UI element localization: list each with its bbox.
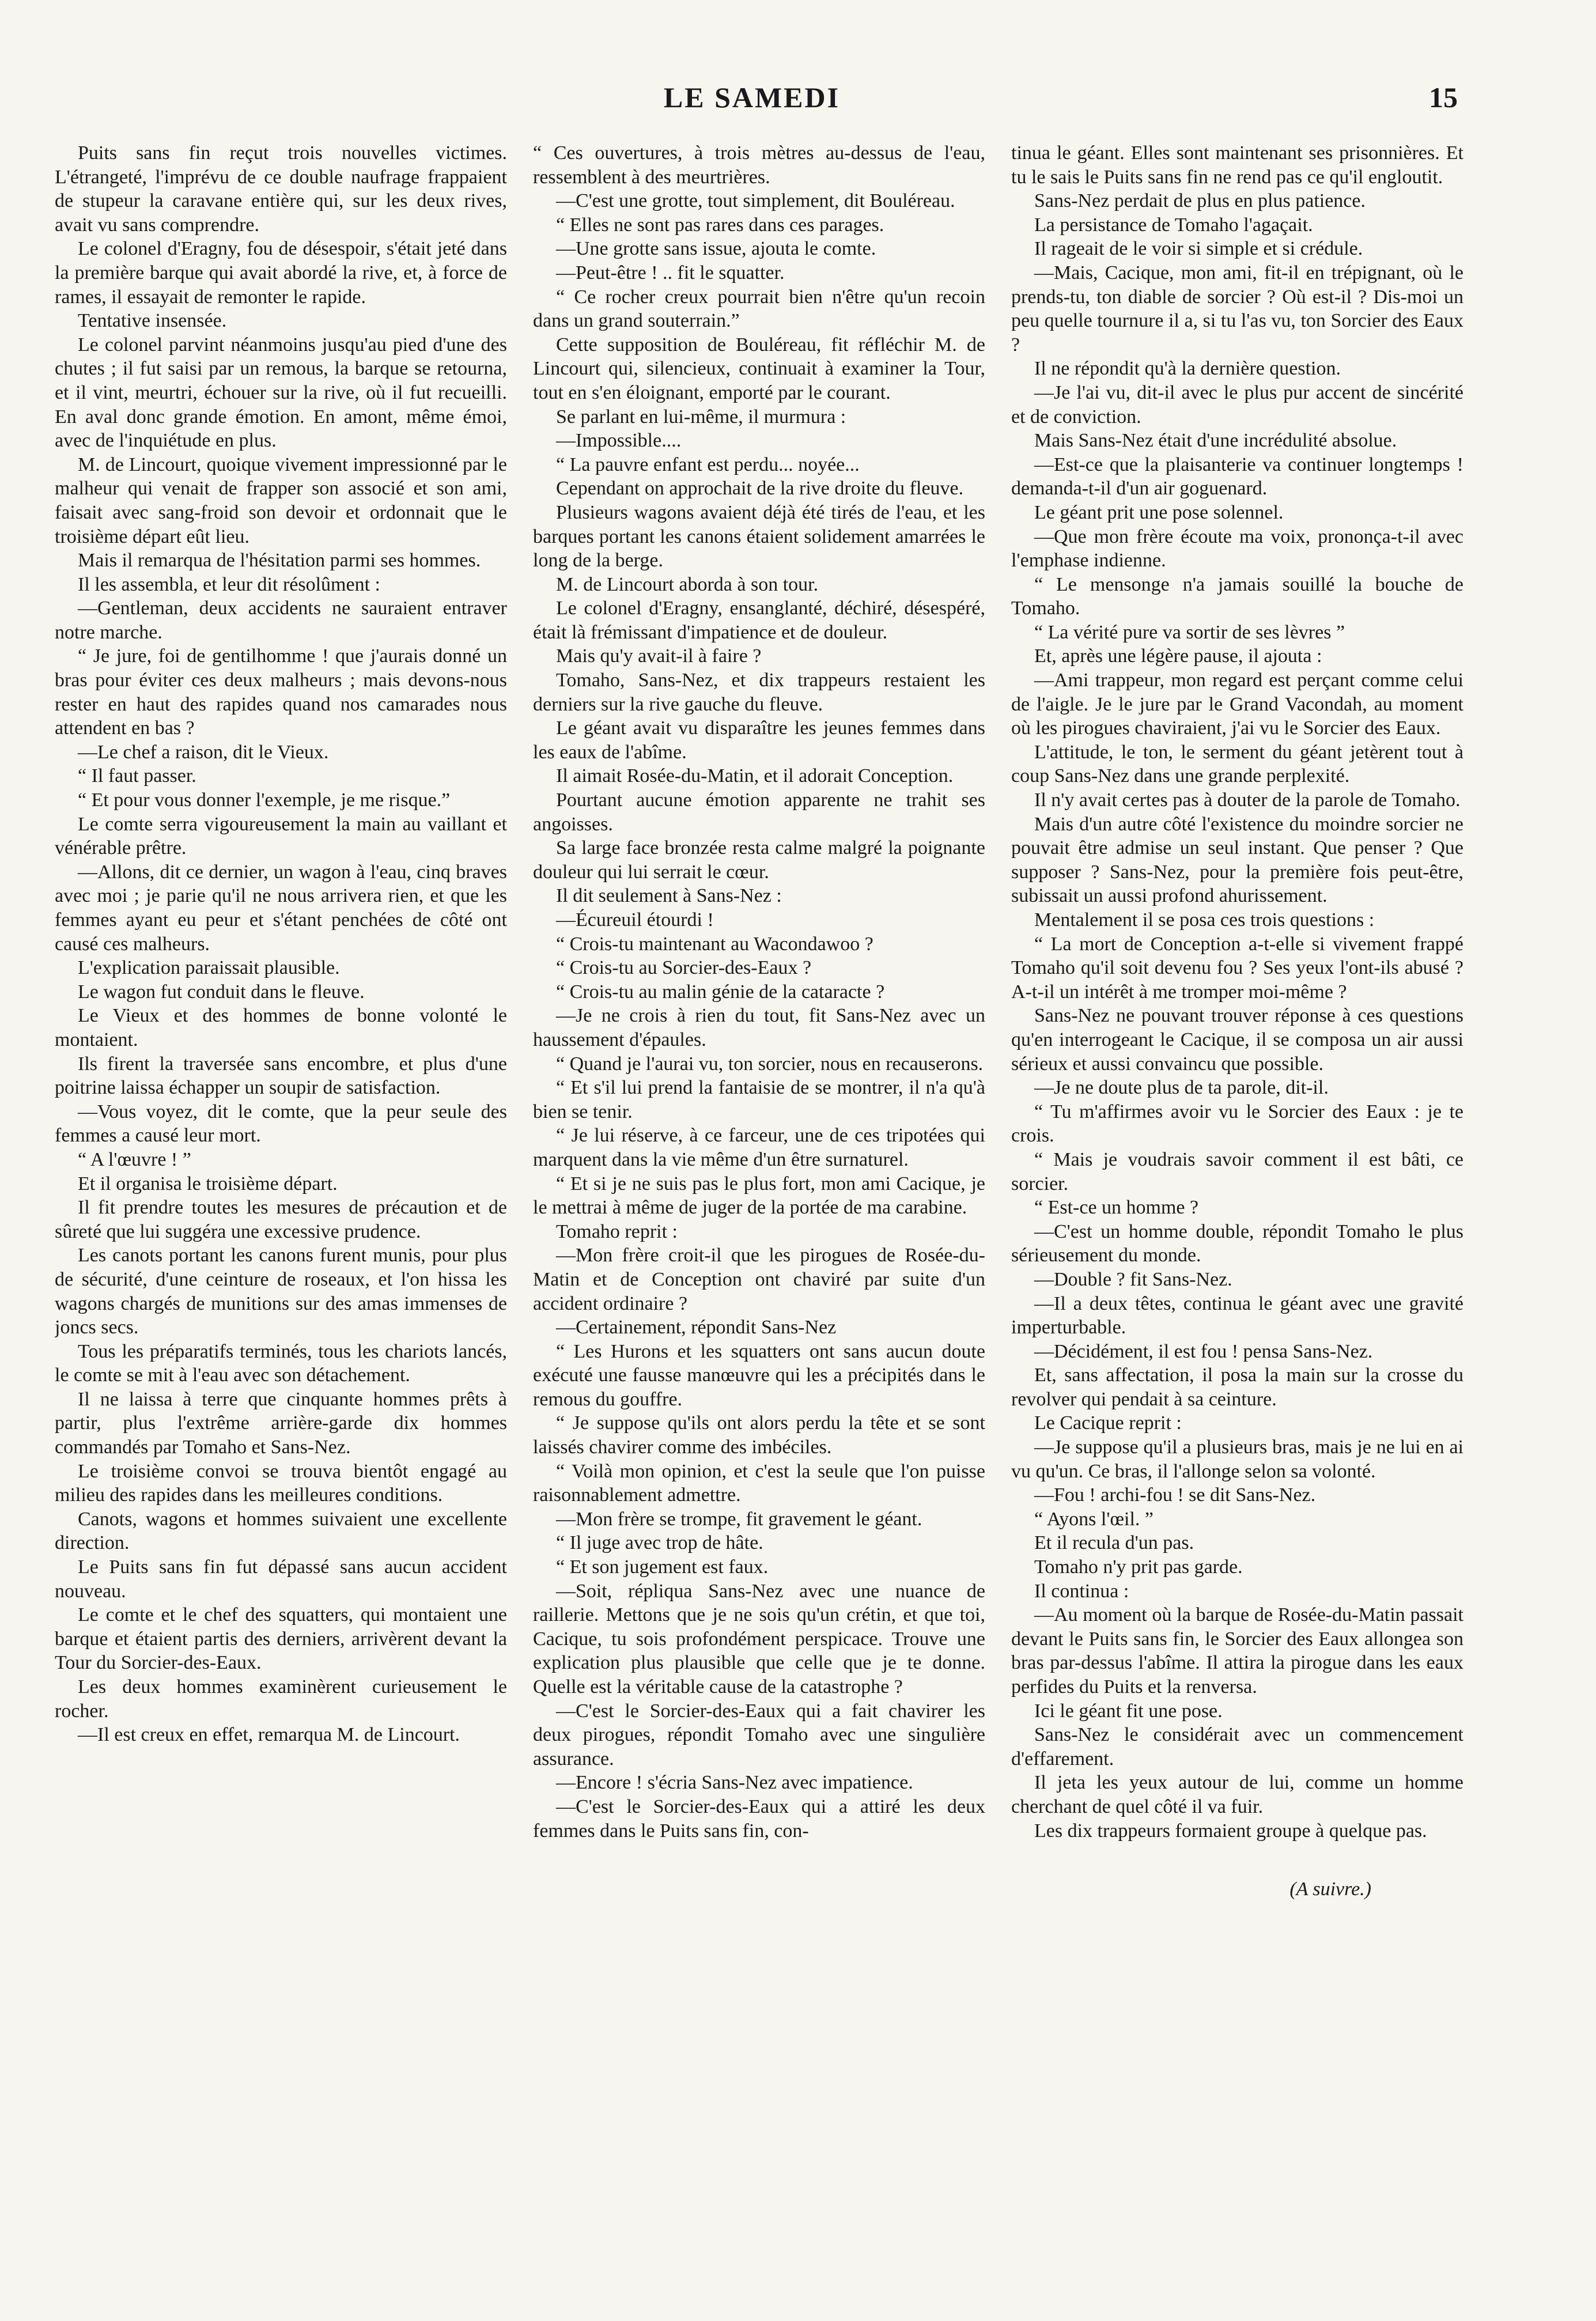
paragraph: “ Voilà mon opinion, et c'est la seule que l'on puisse raisonnablement admettre. (533, 1460, 985, 1506)
paragraph: “ Crois-tu au Sorcier-des-Eaux ? (556, 957, 812, 979)
paragraph: Tous les préparatifs terminés, tous les chariots lancés, le comte se mit à l'eau avec son détachement. (55, 1340, 507, 1386)
publication-title: LE SAMEDI (663, 81, 841, 114)
paragraph: “ Quand je l'aurai vu, ton sorcier, nous en recauserons. (556, 1053, 984, 1075)
paragraph: —Encore ! s'écria Sans-Nez avec impatience. (556, 1772, 913, 1794)
paragraph: Puits sans fin reçut trois nouvelles victimes. L'étrangeté, l'imprévu de ce double naufrage frappaient de stupeur la caravane entière qui, sur les deux rives, avait vu sans comprendre. (55, 142, 507, 236)
paragraph: “ Les Hurons et les squatters ont sans aucun doute exécuté une fausse manœuvre qui les a précipités dans le remous du gouffre. (533, 1340, 985, 1410)
paragraph: —Mais, Cacique, mon ami, fit-il en trépignant, où le prends-tu, ton diable de sorcier ? Où est-il ? Dis-moi un peu quelle tournure il a, si tu l'as vu, ton Sorcier des Eaux ? (1011, 262, 1463, 356)
paragraph: Il n'y avait certes pas à douter de la parole de Tomaho. (1034, 789, 1461, 811)
paragraph: —Écureuil étourdi ! (556, 909, 714, 931)
paragraph: Tomaho, Sans-Nez, et dix trappeurs restaient les derniers sur la rive gauche du fleuve. (533, 670, 985, 715)
paragraph: Le colonel d'Eragny, ensanglanté, déchiré, désespéré, était là frémissant d'impatience et de douleur. (533, 598, 985, 643)
paragraph: Le colonel parvint néanmoins jusqu'au pied d'une des chutes ; il fut saisi par un remous, la barque se retourna, et il vint, meurtri, échouer sur la rive, où il fut recueilli. En aval donc grande émotion. En amont, même émoi, avec de l'inquiétude en plus. (55, 334, 507, 452)
page-number: 15 (1429, 81, 1458, 114)
paragraph: —Au moment où la barque de Rosée-du-Matin passait devant le Puits sans fin, le Sorcier des Eaux allongea son bras par-dessus l'abîme. Il attira la pirogue dans les eaux perfides du Puits et la renversa. (1011, 1604, 1463, 1698)
paragraph: Le colonel d'Eragny, fou de désespoir, s'était jeté dans la première barque qui avait abordé la rive, et, à force de rames, il essayait de remonter le rapide. (55, 238, 507, 308)
paragraph: “ Je suppose qu'ils ont alors perdu la tête et se sont laissés chavirer comme des imbéciles. (533, 1412, 985, 1458)
paragraph: Mentalement il se posa ces trois questions : (1034, 909, 1375, 931)
paragraph: Le Puits sans fin fut dépassé sans aucun accident nouveau. (55, 1556, 507, 1602)
paragraph: “ Et pour vous donner l'exemple, je me risque.” (78, 789, 451, 811)
paragraph: Ils firent la traversée sans encombre, et plus d'une poitrine laissa échapper un soupir de satisfaction. (55, 1053, 507, 1099)
paragraph: “ Ces ouvertures, à trois mètres au-dessus de l'eau, ressemblent à des meurtrières. (533, 142, 985, 188)
paragraph: —Je suppose qu'il a plusieurs bras, mais je ne lui en ai vu qu'un. Ce bras, il l'allonge selon sa volonté. (1011, 1437, 1463, 1482)
paragraph: L'explication paraissait plausible. (78, 957, 340, 979)
paragraph: Il dit seulement à Sans-Nez : (556, 885, 782, 907)
paragraph: Sa large face bronzée resta calme malgré la poignante douleur qui lui serrait le cœur. (533, 837, 985, 883)
paragraph: tinua le géant. Elles sont maintenant ses prisonnières. Et tu le sais le Puits sans fin ne rend pas ce qu'il engloutit. (1011, 142, 1463, 188)
to-be-continued: (A suivre.) (1289, 1878, 1371, 1900)
paragraph: —Allons, dit ce dernier, un wagon à l'eau, cinq braves avec moi ; je parie qu'il ne nous arrivera rien, et que les femmes ayant eu peur et s'étant penchées de côté ont causé ces malheurs. (55, 861, 507, 955)
paragraph: Il rageait de le voir si simple et si crédule. (1034, 238, 1363, 260)
paragraph: Mais il remarqua de l'hésitation parmi ses hommes. (78, 550, 481, 572)
paragraph: Il ne laissa à terre que cinquante hommes prêts à partir, plus l'extrême arrière-garde dix hommes commandés par Tomaho et Sans-Nez. (55, 1388, 507, 1458)
paragraph: —Ami trappeur, mon regard est perçant comme celui de l'aigle. Je le jure par le Grand Vacondah, au moment où les pirogues chaviraient, j'ai vu le Sorcier des Eaux. (1011, 670, 1463, 739)
paragraph: Il aimait Rosée-du-Matin, et il adorait Conception. (556, 765, 954, 787)
paragraph: —Décidément, il est fou ! pensa Sans-Nez. (1034, 1340, 1373, 1362)
paragraph: —Double ? fit Sans-Nez. (1034, 1268, 1232, 1290)
paragraph: Le géant avait vu disparaître les jeunes femmes dans les eaux de l'abîme. (533, 717, 985, 763)
paragraph: “ Mais je voudrais savoir comment il est bâti, ce sorcier. (1011, 1148, 1463, 1194)
paragraph: —C'est le Sorcier-des-Eaux qui a fait chavirer les deux pirogues, répondit Tomaho avec une singulière assurance. (533, 1700, 985, 1770)
paragraph: —Certainement, répondit Sans-Nez (556, 1317, 837, 1339)
paragraph: “ Est-ce un homme ? (1034, 1197, 1199, 1219)
paragraph: Se parlant en lui-même, il murmura : (556, 406, 846, 428)
paragraph: Mais qu'y avait-il à faire ? (556, 645, 762, 667)
paragraph: —Je l'ai vu, dit-il avec le plus pur accent de sincérité et de conviction. (1011, 381, 1463, 428)
paragraph: “ Et si je ne suis pas le plus fort, mon ami Cacique, je le mettrai à même de juger de la portée de ma carabine. (533, 1173, 985, 1219)
page-header (46, 81, 1458, 127)
paragraph: —Le chef a raison, dit le Vieux. (78, 741, 329, 763)
paragraph: Mais d'un autre côté l'existence du moindre sorcier ne pouvait être admise un seul instant. Que penser ? Que supposer ? Sans-Nez, pour la première fois peut-être, subissait un aussi profond ahurissement. (1011, 813, 1463, 907)
paragraph: —Est-ce que la plaisanterie va continuer longtemps ! demanda-t-il d'un air goguenard. (1011, 453, 1463, 500)
paragraph: La persistance de Tomaho l'agaçait. (1034, 214, 1313, 236)
paragraph: “ La pauvre enfant est perdu... noyée... (556, 453, 860, 475)
paragraph: Les canots portant les canons furent munis, pour plus de sécurité, d'une ceinture de roseaux, et l'on hissa les wagons chargés de munitions sur des amas immenses de joncs secs. (55, 1245, 507, 1339)
paragraph: “ Elles ne sont pas rares dans ces parages. (556, 214, 884, 236)
paragraph: Cependant on approchait de la rive droite du fleuve. (556, 478, 964, 500)
paragraph: “ Ayons l'œil. ” (1034, 1508, 1153, 1530)
paragraph: Plusieurs wagons avaient déjà été tirés de l'eau, et les barques portant les canons étaient solidement amarrées le long de la berge. (533, 501, 985, 572)
paragraph: Ici le géant fit une pose. (1034, 1700, 1223, 1722)
paragraph: Il continua : (1034, 1580, 1129, 1602)
paragraph: —Gentleman, deux accidents ne sauraient entraver notre marche. (55, 598, 507, 643)
paragraph: “ Crois-tu maintenant au Wacondawoo ? (556, 933, 873, 955)
paragraph: L'attitude, le ton, le serment du géant jetèrent tout à coup Sans-Nez dans une grande perplexité. (1011, 741, 1463, 787)
paragraph: —C'est le Sorcier-des-Eaux qui a attiré les deux femmes dans le Puits sans fin, con- (533, 1795, 985, 1842)
paragraph: Le géant prit une pose solennel. (1034, 501, 1284, 523)
paragraph: Et il recula d'un pas. (1034, 1532, 1194, 1554)
paragraph: Il fit prendre toutes les mesures de précaution et de sûreté que lui suggéra une excessive prudence. (55, 1197, 507, 1242)
paragraph: —Soit, répliqua Sans-Nez avec une nuance de raillerie. Mettons que je ne sois qu'un crétin, et que toi, Cacique, tu sois profondément perspicace. Trouve une explication plus plausible que celle que je te donne. Quelle est la véritable cause de la catastrophe ? (533, 1580, 985, 1698)
paragraph: Les deux hommes examinèrent curieusement le rocher. (55, 1676, 507, 1722)
paragraph: Tomaho n'y prit pas garde. (1034, 1556, 1243, 1578)
paragraph: —Je ne doute plus de ta parole, dit-il. (1034, 1077, 1329, 1099)
paragraph: —Je ne crois à rien du tout, fit Sans-Nez avec un haussement d'épaules. (533, 1005, 985, 1050)
paragraph: —Mon frère se trompe, fit gravement le géant. (556, 1508, 922, 1530)
paragraph: Canots, wagons et hommes suivaient une excellente direction. (55, 1508, 507, 1554)
paragraph: “ Il faut passer. (78, 765, 196, 787)
paragraph: Pourtant aucune émotion apparente ne trahit ses angoisses. (533, 789, 985, 835)
paragraph: —Une grotte sans issue, ajouta le comte. (556, 238, 876, 260)
paragraph: Le Cacique reprit : (1034, 1412, 1182, 1434)
paragraph: “ Le mensonge n'a jamais souillé la bouche de Tomaho. (1011, 573, 1463, 619)
paragraph: Le comte et le chef des squatters, qui montaient une barque et étaient partis des derniers, arrivèrent devant la Tour du Sorcier-des-Eaux. (55, 1604, 507, 1674)
paragraph: Cette supposition de Bouléreau, fit réfléchir M. de Lincourt qui, silencieux, continuait à examiner la Tour, tout en s'en éloignant, emporté par le courant. (533, 334, 985, 403)
paragraph: Il ne répondit qu'à la dernière question. (1034, 358, 1341, 380)
paragraph: —Que mon frère écoute ma voix, prononça-t-il avec l'emphase indienne. (1011, 526, 1463, 572)
paragraph: Et il organisa le troisième départ. (78, 1173, 338, 1194)
paragraph: “ Je lui réserve, à ce farceur, une de ces tripotées qui marquent dans la vie même d'un être surnaturel. (533, 1125, 985, 1170)
text-columns (55, 141, 1463, 2285)
paragraph: “ Et s'il lui prend la fantaisie de se montrer, il n'a qu'à bien se tenir. (533, 1077, 985, 1122)
paragraph: —Mon frère croit-il que les pirogues de Rosée-du-Matin et de Conception ont chaviré par suite d'un accident ordinaire ? (533, 1245, 985, 1314)
paragraph: Mais Sans-Nez était d'une incrédulité absolue. (1034, 430, 1397, 452)
paragraph: Le Vieux et des hommes de bonne volonté le montaient. (55, 1005, 507, 1050)
paragraph: Le comte serra vigoureusement la main au vaillant et vénérable prêtre. (55, 813, 507, 859)
paragraph: —Impossible.... (556, 430, 682, 452)
paragraph: “ Et son jugement est faux. (556, 1556, 769, 1578)
column-3 (1011, 141, 1463, 2285)
paragraph: Tentative insensée. (78, 310, 227, 332)
paragraph: M. de Lincourt, quoique vivement impressionné par le malheur qui venait de frapper son associé et son ami, faisait avec sang-froid son devoir et ordonnait que le troisième départ eût lieu. (55, 453, 507, 547)
column-2 (533, 141, 985, 2285)
column-1 (55, 141, 507, 2285)
paragraph: Il les assembla, et leur dit résolûment : (78, 573, 380, 595)
paragraph: “ Ce rocher creux pourrait bien n'être qu'un recoin dans un grand souterrain.” (533, 286, 985, 332)
paragraph: “ Tu m'affirmes avoir vu le Sorcier des Eaux : je te crois. (1011, 1101, 1463, 1147)
paragraph: —Vous voyez, dit le comte, que la peur seule des femmes a causé leur mort. (55, 1101, 507, 1147)
paragraph: Sans-Nez perdait de plus en plus patience. (1034, 190, 1366, 212)
paragraph: —Il a deux têtes, continua le géant avec une gravité imperturbable. (1011, 1292, 1463, 1339)
paragraph: “ La vérité pure va sortir de ses lèvres ” (1034, 621, 1345, 643)
paragraph: Et, sans affectation, il posa la main sur la crosse du revolver qui pendait à sa ceinture. (1011, 1364, 1463, 1410)
paragraph: “ Je jure, foi de gentilhomme ! que j'aurais donné un bras pour éviter ces deux malheurs ; mais devons-nous rester en haut des rapides quand nos camarades nous attendent en bas ? (55, 645, 507, 739)
paragraph: Les dix trappeurs formaient groupe à quelque pas. (1034, 1820, 1427, 1842)
paragraph: —Peut-être ! .. fit le squatter. (556, 262, 785, 283)
paragraph: Le wagon fut conduit dans le fleuve. (78, 981, 365, 1003)
paragraph: Le troisième convoi se trouva bientôt engagé au milieu des rapides dans les meilleures conditions. (55, 1460, 507, 1506)
paragraph: Tomaho reprit : (556, 1220, 678, 1242)
paragraph: —Fou ! archi-fou ! se dit Sans-Nez. (1034, 1484, 1316, 1506)
paragraph: —Il est creux en effet, remarqua M. de Lincourt. (78, 1724, 460, 1746)
paragraph: Sans-Nez le considérait avec un commencement d'effarement. (1011, 1724, 1463, 1770)
paragraph: “ A l'œuvre ! ” (78, 1148, 191, 1170)
paragraph: M. de Lincourt aborda à son tour. (556, 573, 819, 595)
paragraph: “ La mort de Conception a-t-elle si vivement frappé Tomaho qu'il soit devenu fou ? Ses yeux l'ont-ils abusé ? A-t-il un intérêt à me tromper moi-même ? (1011, 933, 1463, 1003)
paragraph: Et, après une légère pause, il ajouta : (1034, 645, 1322, 667)
paragraph: Sans-Nez ne pouvant trouver réponse à ces questions qu'en interrogeant le Cacique, il se composa un air aussi sérieux et aussi convaincu que possible. (1011, 1005, 1463, 1075)
paragraph: “ Il juge avec trop de hâte. (556, 1532, 763, 1554)
paragraph: “ Crois-tu au malin génie de la cataracte ? (556, 981, 885, 1003)
paragraph: Il jeta les yeux autour de lui, comme un homme cherchant de quel côté il va fuir. (1011, 1772, 1463, 1817)
paragraph: —C'est un homme double, répondit Tomaho le plus sérieusement du monde. (1011, 1220, 1463, 1267)
paragraph: —C'est une grotte, tout simplement, dit Bouléreau. (556, 190, 955, 212)
